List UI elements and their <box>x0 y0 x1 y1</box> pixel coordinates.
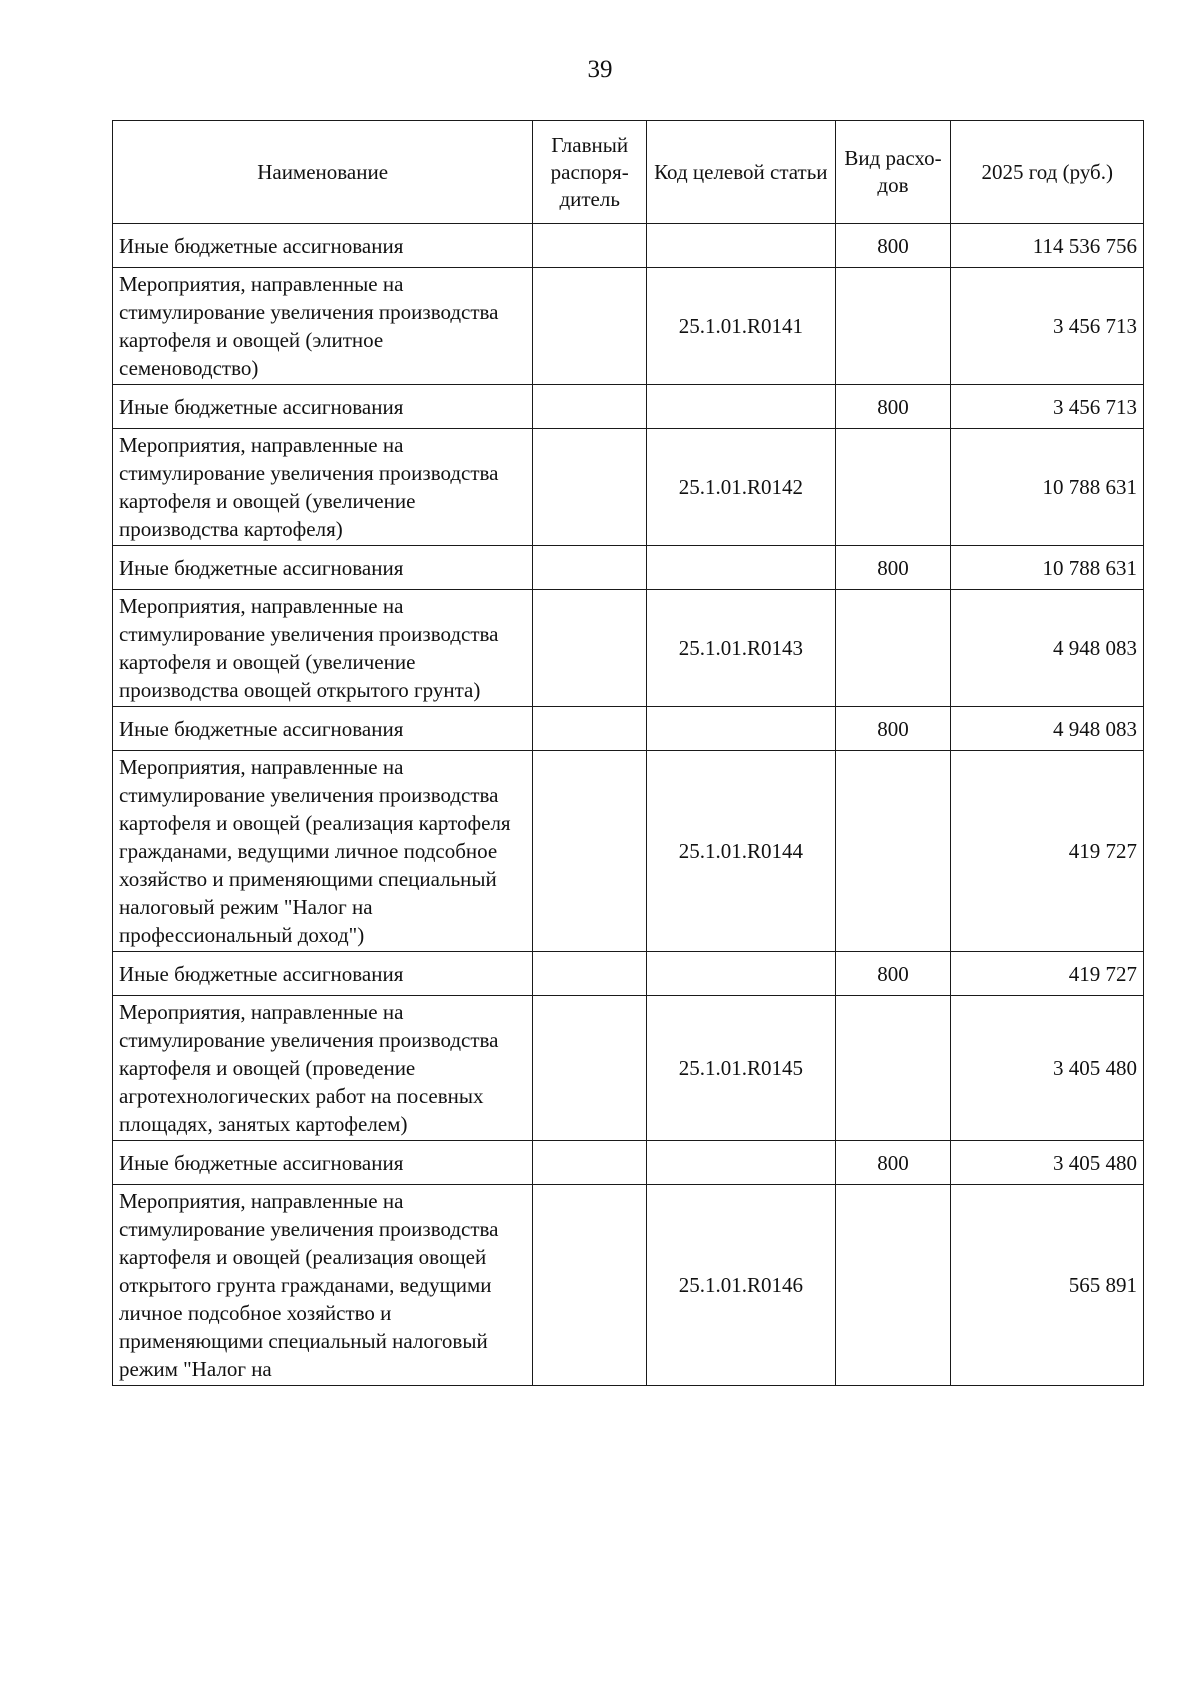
table-row <box>113 224 1144 268</box>
row-manager <box>533 751 647 952</box>
row-kind <box>835 429 951 546</box>
table-row <box>113 996 1144 1141</box>
row-manager <box>533 385 647 429</box>
header-code: Код целевой статьи <box>647 121 835 224</box>
row-kind: 800 <box>835 385 951 429</box>
row-kind <box>835 590 951 707</box>
header-manager: Главный распоря-дитель <box>533 121 647 224</box>
row-name: Мероприятия, направленные на стимулирование увеличения производства картофеля и овощей (элитное семеноводство) <box>113 268 533 385</box>
table-row <box>113 1141 1144 1185</box>
table-row <box>113 707 1144 751</box>
row-name: Мероприятия, направленные на стимулирование увеличения производства картофеля и овощей (увеличение производства картофеля) <box>113 429 533 546</box>
row-manager <box>533 1185 647 1386</box>
row-amount: 3 456 713 <box>951 385 1144 429</box>
row-manager <box>533 546 647 590</box>
row-amount: 4 948 083 <box>951 707 1144 751</box>
table-header-row <box>113 121 1144 224</box>
table-row <box>113 590 1144 707</box>
row-name: Иные бюджетные ассигнования <box>113 1141 533 1185</box>
row-name: Мероприятия, направленные на стимулирование увеличения производства картофеля и овощей (реализация картофеля гражданами, ведущими личное подсобное хозяйство и применяющими специальный налоговый режим "Налог на профессиональный доход") <box>113 751 533 952</box>
row-manager <box>533 429 647 546</box>
row-manager <box>533 224 647 268</box>
table-row <box>113 952 1144 996</box>
row-kind: 800 <box>835 707 951 751</box>
row-code: 25.1.01.R0145 <box>647 996 835 1141</box>
row-manager <box>533 996 647 1141</box>
row-kind: 800 <box>835 1141 951 1185</box>
row-amount: 3 405 480 <box>951 1141 1144 1185</box>
budget-table <box>112 120 1144 1386</box>
row-code: 25.1.01.R0143 <box>647 590 835 707</box>
row-code <box>647 224 835 268</box>
row-kind <box>835 268 951 385</box>
row-code <box>647 952 835 996</box>
row-name: Иные бюджетные ассигнования <box>113 707 533 751</box>
row-amount: 419 727 <box>951 952 1144 996</box>
row-name: Мероприятия, направленные на стимулирование увеличения производства картофеля и овощей (проведение агротехнологических работ на посевных площадях, занятых картофелем) <box>113 996 533 1141</box>
row-code: 25.1.01.R0142 <box>647 429 835 546</box>
table-row <box>113 546 1144 590</box>
header-amount: 2025 год (руб.) <box>951 121 1144 224</box>
table-row <box>113 429 1144 546</box>
page-number: 39 <box>587 56 613 83</box>
row-code: 25.1.01.R0144 <box>647 751 835 952</box>
row-amount: 3 456 713 <box>951 268 1144 385</box>
row-kind <box>835 751 951 952</box>
row-name: Мероприятия, направленные на стимулирование увеличения производства картофеля и овощей (реализация овощей открытого грунта гражданами, ведущими личное подсобное хозяйство и применяющими специальный налоговый режим "Налог на <box>113 1185 533 1386</box>
row-manager <box>533 590 647 707</box>
row-manager <box>533 952 647 996</box>
row-amount: 10 788 631 <box>951 546 1144 590</box>
table-body <box>113 224 1144 1386</box>
row-manager <box>533 268 647 385</box>
table-row <box>113 268 1144 385</box>
row-code <box>647 385 835 429</box>
row-name: Иные бюджетные ассигнования <box>113 546 533 590</box>
row-code: 25.1.01.R0141 <box>647 268 835 385</box>
row-name: Иные бюджетные ассигнования <box>113 224 533 268</box>
header-kind: Вид расхо-дов <box>835 121 951 224</box>
row-code <box>647 546 835 590</box>
row-manager <box>533 1141 647 1185</box>
row-amount: 114 536 756 <box>951 224 1144 268</box>
row-code <box>647 1141 835 1185</box>
table-row <box>113 751 1144 952</box>
row-manager <box>533 707 647 751</box>
row-kind <box>835 1185 951 1386</box>
row-amount: 4 948 083 <box>951 590 1144 707</box>
row-kind: 800 <box>835 224 951 268</box>
row-amount: 10 788 631 <box>951 429 1144 546</box>
row-name: Иные бюджетные ассигнования <box>113 952 533 996</box>
row-name: Мероприятия, направленные на стимулирование увеличения производства картофеля и овощей (увеличение производства овощей открытого грунта) <box>113 590 533 707</box>
table-row <box>113 385 1144 429</box>
row-kind <box>835 996 951 1141</box>
row-kind: 800 <box>835 546 951 590</box>
header-name: Наименование <box>113 121 533 224</box>
row-amount: 419 727 <box>951 751 1144 952</box>
row-name: Иные бюджетные ассигнования <box>113 385 533 429</box>
row-amount: 3 405 480 <box>951 996 1144 1141</box>
row-amount: 565 891 <box>951 1185 1144 1386</box>
table-row <box>113 1185 1144 1386</box>
row-code <box>647 707 835 751</box>
row-code: 25.1.01.R0146 <box>647 1185 835 1386</box>
row-kind: 800 <box>835 952 951 996</box>
